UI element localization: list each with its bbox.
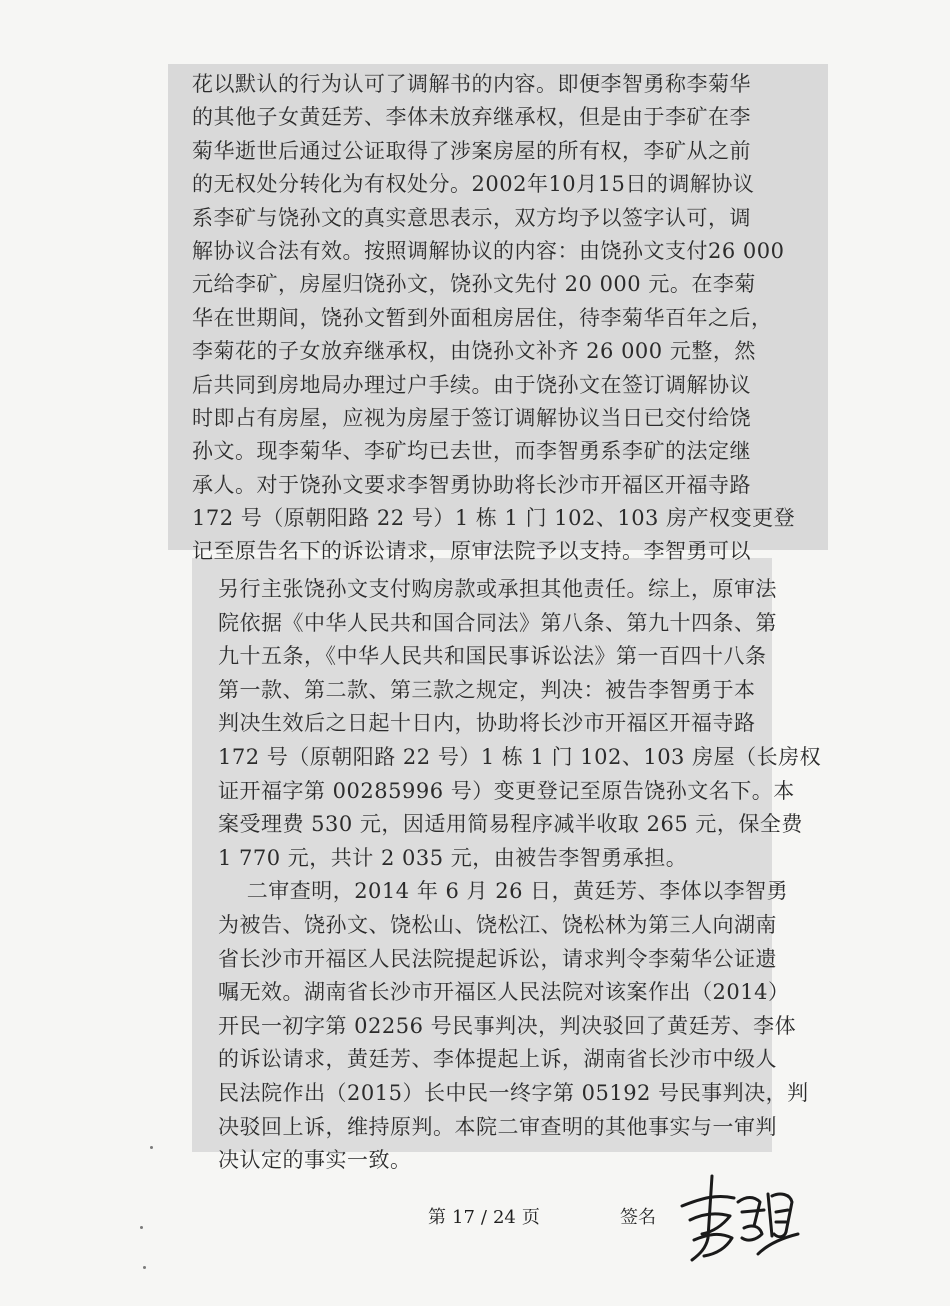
text-line: 决认定的事实一致。 bbox=[218, 1148, 412, 1173]
page-total: 24 bbox=[492, 1207, 516, 1228]
text-line: 元给李矿，房屋归饶孙文，饶孙文先付 20 000 元。在李菊 bbox=[192, 272, 756, 297]
text-line: 解协议合法有效。按照调解协议的内容：由饶孙文支付26 000 bbox=[192, 238, 785, 263]
page-current: 17 bbox=[452, 1207, 475, 1228]
text-line: 记至原告名下的诉讼请求，原审法院予以支持。李智勇可以 bbox=[192, 539, 751, 564]
text-line: 时即占有房屋，应视为房屋于签订调解协议当日已交付给饶 bbox=[192, 405, 751, 430]
text-line: 172 号（原朝阳路 22 号）1 栋 1 门 102、103 房屋（长房权 bbox=[218, 744, 822, 769]
text-line: 九十五条，《中华人民共和国民事诉讼法》第一百四十八条 bbox=[218, 644, 767, 669]
lower-paragraph bbox=[218, 573, 821, 1178]
text-line: 李菊花的子女放弃继承权，由饶孙文补齐 26 000 元整，然 bbox=[192, 339, 756, 364]
page-prefix: 第 bbox=[428, 1207, 446, 1228]
signature-label: 签名 bbox=[620, 1207, 656, 1228]
text-line: 孙文。现李菊华、李矿均已去世，而李智勇系李矿的法定继 bbox=[192, 439, 751, 464]
text-line: 嘱无效。湖南省长沙市开福区人民法院对该案作出（2014） bbox=[218, 980, 790, 1005]
text-line: 的诉讼请求，黄廷芳、李体提起上诉，湖南省长沙市中级人 bbox=[218, 1047, 777, 1072]
text-line: 二审查明，2014 年 6 月 26 日，黄廷芳、李体以李智勇 bbox=[218, 879, 789, 904]
text-line: 第一款、第二款、第三款之规定，判决：被告李智勇于本 bbox=[218, 677, 756, 702]
text-line: 花以默认的行为认可了调解书的内容。即便李智勇称李菊华 bbox=[192, 72, 751, 96]
text-line: 民法院作出（2015）长中民一终字第 05192 号民事判决，判 bbox=[218, 1080, 809, 1105]
text-line: 判决生效后之日起十日内，协助将长沙市开福区开福寺路 bbox=[218, 711, 756, 736]
text-line: 172 号（原朝阳路 22 号）1 栋 1 门 102、103 房产权变更登 bbox=[192, 506, 796, 531]
handwritten-signature bbox=[672, 1168, 802, 1268]
text-line: 华在世期间，饶孙文暂到外面租房居住，待李菊华百年之后， bbox=[192, 305, 773, 330]
text-line: 菊华逝世后通过公证取得了涉案房屋的所有权，李矿从之前 bbox=[192, 138, 751, 163]
upper-paragraph bbox=[192, 68, 795, 569]
page-suffix: 页 bbox=[521, 1207, 540, 1228]
text-line: 案受理费 530 元，因适用简易程序减半收取 265 元，保全费 bbox=[218, 812, 803, 837]
text-line: 后共同到房地局办理过户手续。由于饶孙文在签订调解协议 bbox=[192, 372, 751, 397]
text-line: 另行主张饶孙文支付购房款或承担其他责任。综上，原审法 bbox=[218, 577, 777, 601]
text-line: 开民一初字第 02256 号民事判决，判决驳回了黄廷芳、李体 bbox=[218, 1013, 797, 1038]
text-line: 承人。对于饶孙文要求李智勇协助将长沙市开福区开福寺路 bbox=[192, 472, 751, 497]
text-line: 证开福字第 00285996 号）变更登记至原告饶孙文名下。本 bbox=[218, 778, 795, 803]
text-line: 院依据《中华人民共和国合同法》第八条、第九十四条、第 bbox=[218, 610, 777, 635]
page-separator: / bbox=[480, 1207, 487, 1228]
scan-speck bbox=[143, 1266, 146, 1269]
scan-speck bbox=[140, 1226, 143, 1229]
text-line: 的其他子女黄廷芳、李体未放弃继承权，但是由于李矿在李 bbox=[192, 105, 751, 130]
text-line: 决驳回上诉，维持原判。本院二审查明的其他事实与一审判 bbox=[218, 1114, 777, 1139]
text-line: 省长沙市开福区人民法院提起诉讼，请求判令李菊华公证遗 bbox=[218, 946, 777, 971]
text-line: 为被告、饶孙文、饶松山、饶松江、饶松林为第三人向湖南 bbox=[218, 912, 777, 937]
text-line: 的无权处分转化为有权处分。2002年10月15日的调解协议 bbox=[192, 172, 755, 197]
text-line: 系李矿与饶孙文的真实意思表示，双方均予以签字认可，调 bbox=[192, 205, 751, 230]
page-number bbox=[428, 1203, 546, 1229]
text-line: 1 770 元，共计 2 035 元，由被告李智勇承担。 bbox=[218, 845, 688, 870]
scan-speck bbox=[150, 1146, 153, 1149]
